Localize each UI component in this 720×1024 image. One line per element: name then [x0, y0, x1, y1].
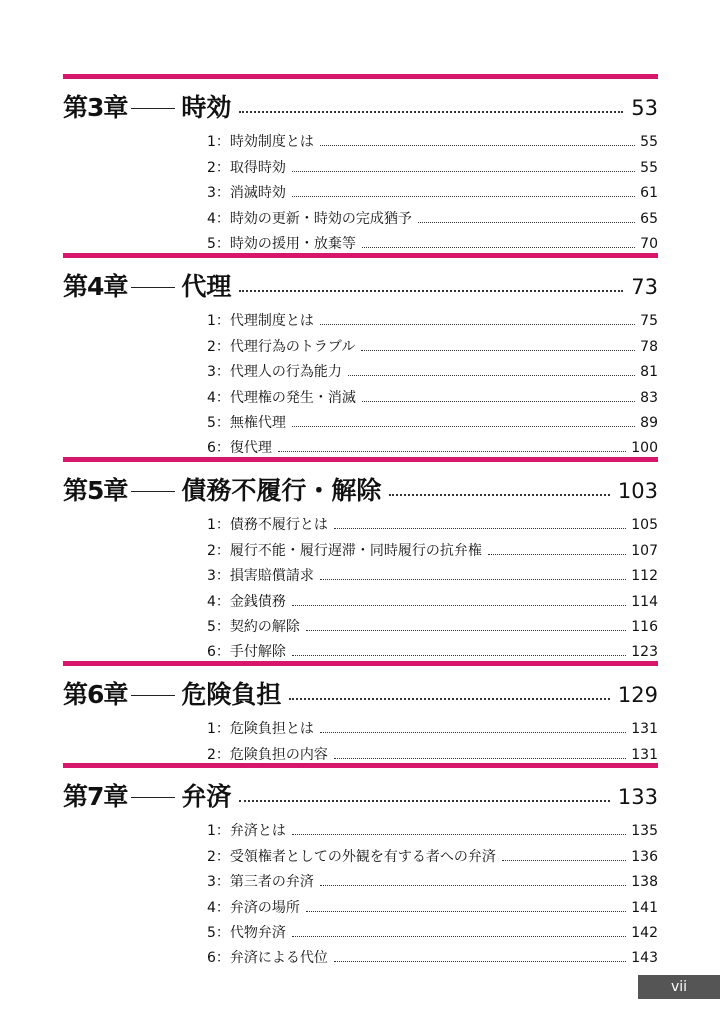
section-page: 123: [631, 644, 658, 661]
chapter-number: 第5章: [63, 476, 128, 505]
chapter-dash: [131, 108, 175, 109]
leader-dots: [320, 885, 626, 886]
section-item: [207, 382, 658, 407]
chapter-title: 危険負担: [181, 680, 282, 709]
chapter-heading: [63, 666, 658, 710]
section-title: 危険負担とは: [229, 721, 314, 738]
section-number: 3：: [207, 185, 230, 202]
chapter-number: 第6章: [63, 680, 128, 709]
section-title: 債務不履行とは: [229, 517, 328, 534]
section-item: [207, 612, 658, 637]
leader-dots: [418, 222, 635, 223]
section-item: [207, 918, 658, 943]
leader-dots: [334, 961, 626, 962]
chapter-heading: [63, 768, 658, 812]
section-title: 弁済の場所: [229, 899, 300, 916]
section-page: 141: [631, 899, 658, 916]
section-number: 2：: [207, 159, 230, 176]
section-number: 2：: [207, 542, 230, 559]
chapter-number: 第7章: [63, 782, 128, 811]
leader-dots: [320, 579, 626, 580]
leader-dots: [306, 630, 626, 631]
section-title: 代理行為のトラブル: [229, 338, 356, 355]
leader-dots: [334, 758, 626, 759]
section-item: [207, 841, 658, 866]
section-item: [207, 943, 658, 968]
section-title: 復代理: [229, 440, 272, 457]
section-number: 2：: [207, 848, 230, 865]
section-title: 代理権の発生・消滅: [229, 389, 356, 406]
section-item: [207, 637, 658, 662]
chapter-dash: [131, 491, 175, 492]
leader-dots: [239, 800, 609, 802]
section-number: 3：: [207, 364, 230, 381]
section-number: 2：: [207, 338, 230, 355]
section-number: 4：: [207, 593, 230, 610]
leader-dots: [389, 494, 609, 496]
section-page: 61: [640, 185, 658, 202]
section-item: [207, 127, 658, 152]
leader-dots: [362, 247, 635, 248]
chapter-page: 103: [617, 479, 658, 503]
section-page: 138: [631, 874, 658, 891]
section-number: 4：: [207, 210, 230, 227]
chapter-title: 債務不履行・解除: [181, 476, 382, 505]
chapter-number: 第3章: [63, 93, 128, 122]
section-title: 時効の援用・放棄等: [229, 235, 356, 252]
section-page: 65: [640, 210, 658, 227]
section-title: 第三者の弁済: [229, 874, 314, 891]
section-title: 履行不能・履行遅滞・同時履行の抗弁権: [229, 542, 482, 559]
chapter-number: 第4章: [63, 272, 128, 301]
leader-dots: [292, 196, 635, 197]
section-item: [207, 561, 658, 586]
chapter-heading: [63, 258, 658, 302]
section-page: 114: [631, 593, 658, 610]
page-number-badge: vii: [638, 975, 720, 999]
section-page: 89: [640, 414, 658, 431]
section-title: 金銭債務: [229, 593, 286, 610]
section-item: [207, 586, 658, 611]
section-title: 消滅時効: [229, 185, 286, 202]
chapter-page: 53: [631, 96, 658, 120]
section-number: 1：: [207, 721, 230, 738]
section-number: 5：: [207, 618, 230, 635]
section-title: 危険負担の内容: [229, 746, 328, 763]
section-list: [63, 306, 658, 458]
section-number: 1：: [207, 517, 230, 534]
section-item: [207, 203, 658, 228]
section-list: [63, 816, 658, 968]
leader-dots: [320, 732, 626, 733]
section-page: 78: [640, 338, 658, 355]
section-number: 4：: [207, 899, 230, 916]
leader-dots: [239, 111, 623, 113]
section-page: 136: [631, 848, 658, 865]
leader-dots: [292, 655, 626, 656]
section-title: 受領権者としての外観を有する者への弁済: [229, 848, 496, 865]
leader-dots: [362, 401, 635, 402]
chapter-dash: [131, 797, 175, 798]
section-title: 代物弁済: [229, 924, 286, 941]
section-page: 75: [640, 313, 658, 330]
section-number: 1：: [207, 313, 230, 330]
section-number: 5：: [207, 924, 230, 941]
section-page: 142: [631, 924, 658, 941]
leader-dots: [348, 375, 635, 376]
section-page: 135: [631, 823, 658, 840]
section-item: [207, 408, 658, 433]
section-number: 5：: [207, 414, 230, 431]
chapter-page: 73: [631, 275, 658, 299]
section-title: 代理人の行為能力: [229, 364, 342, 381]
leader-dots: [292, 936, 626, 937]
section-number: 2：: [207, 746, 230, 763]
section-number: 3：: [207, 874, 230, 891]
leader-dots: [278, 451, 626, 452]
chapter-6: [63, 661, 658, 765]
section-number: 5：: [207, 235, 230, 252]
chapter-dash: [131, 287, 175, 288]
section-item: [207, 229, 658, 254]
leader-dots: [320, 324, 635, 325]
section-page: 55: [640, 159, 658, 176]
section-number: 4：: [207, 389, 230, 406]
section-page: 112: [631, 568, 658, 585]
chapter-dash: [131, 695, 175, 696]
section-item: [207, 510, 658, 535]
section-title: 手付解除: [229, 644, 286, 661]
section-number: 1：: [207, 823, 230, 840]
leader-dots: [292, 605, 626, 606]
section-page: 131: [631, 721, 658, 738]
chapter-page: 133: [617, 785, 658, 809]
section-item: [207, 714, 658, 739]
leader-dots: [306, 911, 626, 912]
section-item: [207, 867, 658, 892]
section-number: 3：: [207, 568, 230, 585]
section-title: 時効制度とは: [229, 134, 314, 151]
section-item: [207, 816, 658, 841]
chapter-title: 時効: [181, 93, 232, 122]
section-number: 6：: [207, 950, 230, 967]
leader-dots: [502, 860, 626, 861]
chapter-7: [63, 763, 658, 968]
section-item: [207, 178, 658, 203]
leader-dots: [292, 834, 626, 835]
chapter-title: 弁済: [181, 782, 232, 811]
chapter-heading: [63, 79, 658, 123]
leader-dots: [334, 528, 626, 529]
chapter-5: [63, 457, 658, 662]
section-item: [207, 152, 658, 177]
section-title: 取得時効: [229, 159, 286, 176]
section-page: 131: [631, 746, 658, 763]
section-title: 時効の更新・時効の完成猶予: [229, 210, 412, 227]
section-title: 弁済とは: [229, 823, 286, 840]
section-title: 契約の解除: [229, 618, 300, 635]
section-page: 70: [640, 235, 658, 252]
section-item: [207, 535, 658, 560]
section-list: [63, 510, 658, 662]
section-item: [207, 306, 658, 331]
leader-dots: [292, 426, 635, 427]
leader-dots: [239, 290, 623, 292]
section-page: 83: [640, 389, 658, 406]
chapter-page: 129: [617, 683, 658, 707]
section-item: [207, 433, 658, 458]
leader-dots: [361, 350, 635, 351]
section-page: 100: [631, 440, 658, 457]
section-number: 6：: [207, 440, 230, 457]
section-number: 1：: [207, 134, 230, 151]
section-page: 81: [640, 364, 658, 381]
section-list: [63, 127, 658, 254]
section-item: [207, 357, 658, 382]
chapter-3: [63, 74, 658, 254]
section-page: 105: [631, 517, 658, 534]
chapter-heading: [63, 462, 658, 506]
section-page: 143: [631, 950, 658, 967]
leader-dots: [289, 698, 609, 700]
section-page: 107: [631, 542, 658, 559]
section-page: 116: [631, 618, 658, 635]
section-title: 損害賠償請求: [229, 568, 314, 585]
section-title: 弁済による代位: [229, 950, 328, 967]
section-list: [63, 714, 658, 765]
leader-dots: [292, 171, 635, 172]
section-title: 無権代理: [229, 414, 286, 431]
section-title: 代理制度とは: [229, 313, 314, 330]
leader-dots: [320, 145, 635, 146]
section-item: [207, 892, 658, 917]
leader-dots: [488, 554, 626, 555]
chapter-4: [63, 253, 658, 458]
section-item: [207, 331, 658, 356]
section-item: [207, 739, 658, 764]
chapter-title: 代理: [181, 272, 232, 301]
section-number: 6：: [207, 644, 230, 661]
section-page: 55: [640, 134, 658, 151]
